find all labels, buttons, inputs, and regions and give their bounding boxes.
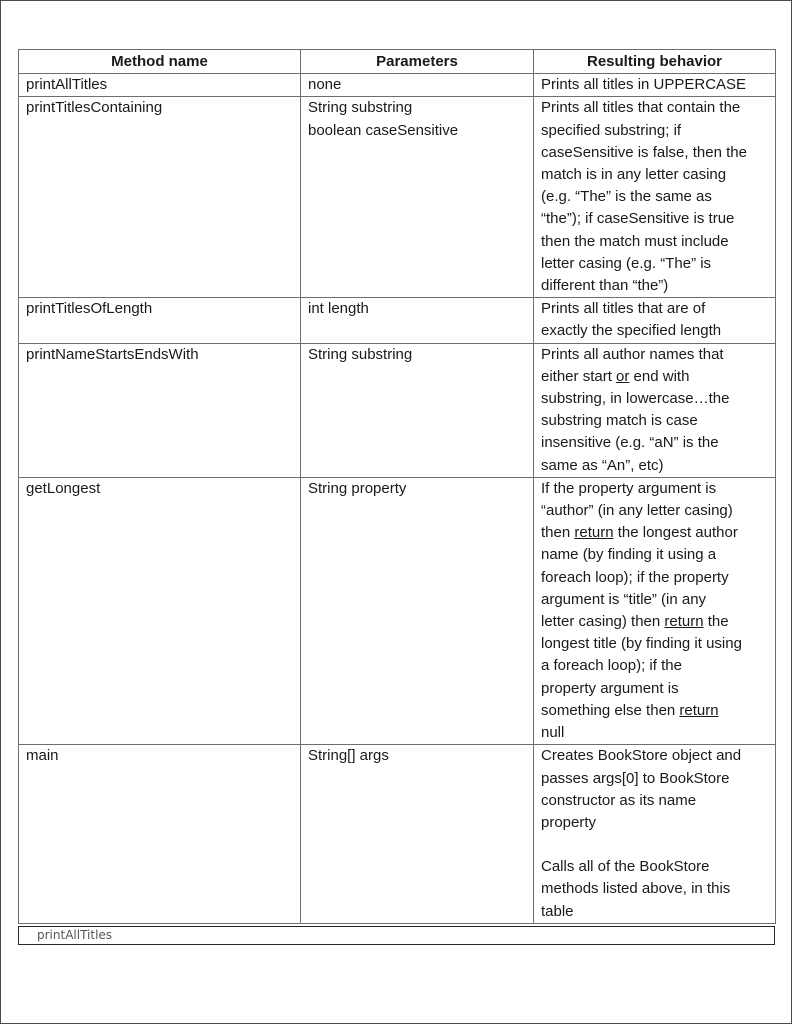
behavior-cell <box>534 745 776 923</box>
behavior-line: foreach loop); if the property <box>541 568 729 586</box>
behavior-line: caseSensitive is false, then the <box>541 143 747 161</box>
behavior-line: If the property argument is <box>541 479 717 497</box>
behavior-line: match is in any letter casing <box>541 166 727 184</box>
text-entry-box[interactable] <box>18 926 775 945</box>
behavior-line: Creates BookStore object and <box>541 747 742 765</box>
header-parameters: Parameters <box>301 50 534 74</box>
table-row <box>19 745 776 923</box>
behavior-line: same as “An”, etc) <box>541 456 664 474</box>
behavior-line <box>541 611 771 633</box>
behavior-text: then <box>541 524 575 542</box>
behavior-line: specified substring; if <box>541 121 682 139</box>
behavior-cell <box>534 477 776 744</box>
behavior-line <box>541 366 771 388</box>
behavior-line: Calls all of the BookStore <box>541 858 710 876</box>
parameter-line: int length <box>308 300 369 318</box>
behavior-line: “the”); if caseSensitive is true <box>541 210 735 228</box>
header-resulting-behavior: Resulting behavior <box>534 50 776 74</box>
parameter-line: String substring <box>308 99 413 117</box>
behavior-line: constructor as its name <box>541 791 697 809</box>
behavior-line: property argument is <box>541 679 679 697</box>
behavior-cell <box>534 298 776 343</box>
underlined-word: return <box>679 701 719 719</box>
behavior-line: Prints all titles that contain the <box>541 99 741 117</box>
parameter-line: none <box>308 76 342 94</box>
header-method-name: Method name <box>19 50 301 74</box>
behavior-line: Prints all author names that <box>541 345 724 363</box>
behavior-line: substring match is case <box>541 412 698 430</box>
behavior-text: letter casing) then <box>541 613 665 631</box>
behavior-line: methods listed above, in this <box>541 880 731 898</box>
method-spec-table <box>18 49 776 924</box>
behavior-text: either start <box>541 367 617 385</box>
table-row <box>19 477 776 744</box>
behavior-line: “author” (in any letter casing) <box>541 502 733 520</box>
behavior-text: end with <box>629 367 690 385</box>
behavior-line: different than “the”) <box>541 277 669 295</box>
method-name-cell: printTitlesContaining <box>19 97 301 298</box>
parameters-cell <box>301 74 534 97</box>
underlined-word: or <box>616 367 630 385</box>
behavior-line: substring, in lowercase…the <box>541 390 730 408</box>
behavior-line: argument is “title” (in any <box>541 590 707 608</box>
behavior-line: a foreach loop); if the <box>541 657 682 675</box>
behavior-line: then the match must include <box>541 232 729 250</box>
behavior-line <box>541 522 771 544</box>
header-row <box>19 50 776 74</box>
text-entry-value: printAllTitles <box>37 928 113 942</box>
parameter-line: boolean caseSensitive <box>308 121 459 139</box>
parameters-cell <box>301 745 534 923</box>
table-row <box>19 97 776 298</box>
underlined-word: return <box>664 613 704 631</box>
behavior-line: passes args[0] to BookStore <box>541 769 730 787</box>
behavior-line: null <box>541 724 565 742</box>
table-row <box>19 298 776 343</box>
behavior-text: the <box>703 613 729 631</box>
underlined-word: return <box>574 524 614 542</box>
method-name-cell: main <box>19 745 301 923</box>
behavior-text: the longest author <box>613 524 738 542</box>
behavior-cell <box>534 74 776 97</box>
behavior-cell <box>534 97 776 298</box>
method-name-cell: printAllTitles <box>19 74 301 97</box>
behavior-line: longest title (by finding it using <box>541 635 742 653</box>
method-name-cell: printNameStartsEndsWith <box>19 343 301 477</box>
behavior-cell <box>534 343 776 477</box>
behavior-line: exactly the specified length <box>541 322 722 340</box>
paragraph-gap <box>541 834 771 856</box>
behavior-line: table <box>541 902 574 920</box>
table-row <box>19 74 776 97</box>
table-row <box>19 343 776 477</box>
behavior-text: something else then <box>541 701 680 719</box>
parameter-line: String substring <box>308 345 413 363</box>
parameters-cell <box>301 97 534 298</box>
method-name-cell: printTitlesOfLength <box>19 298 301 343</box>
behavior-line: letter casing (e.g. “The” is <box>541 254 712 272</box>
parameters-cell <box>301 477 534 744</box>
behavior-line: property <box>541 813 597 831</box>
behavior-line: Prints all titles in UPPERCASE <box>541 76 747 94</box>
behavior-line <box>541 700 771 722</box>
parameters-cell <box>301 343 534 477</box>
behavior-line: name (by finding it using a <box>541 546 717 564</box>
method-name-cell: getLongest <box>19 477 301 744</box>
parameter-line: String property <box>308 479 407 497</box>
behavior-line: insensitive (e.g. “aN” is the <box>541 434 719 452</box>
parameter-line: String[] args <box>308 747 389 765</box>
behavior-line: Prints all titles that are of <box>541 300 706 318</box>
behavior-line: (e.g. “The” is the same as <box>541 188 712 206</box>
parameters-cell <box>301 298 534 343</box>
